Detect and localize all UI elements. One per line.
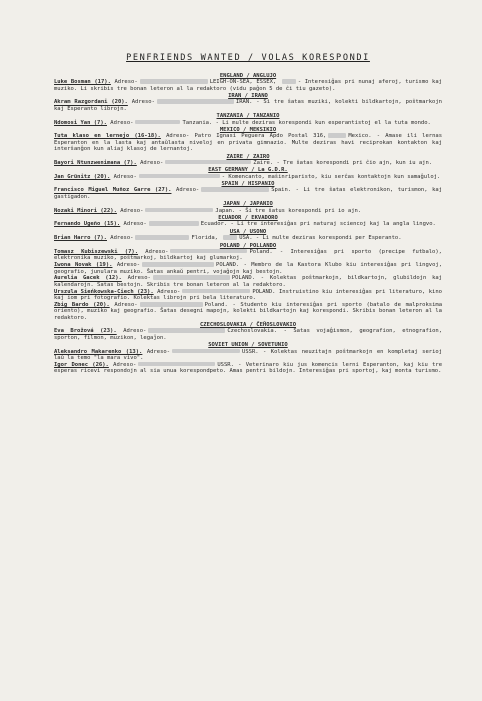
entry-description: - Amase ili lernas Esperanton en la lasta kaj antaŭlasta niveloj en privata gimnazio. Multe deziras havi reciprokan kontakton kaj interŝanĝon kun aliaj klasoj de lernantoj. — [54, 133, 443, 153]
redacted-address — [135, 120, 180, 125]
address-label: Adreso- — [131, 99, 155, 106]
penfriend-name: Zbig Bardo (20). — [54, 302, 110, 309]
penfriend-name: Jan Grünitz (20). — [54, 173, 111, 180]
penfriend-entry — [54, 187, 442, 200]
penfriend-entry — [54, 362, 442, 375]
address-label: Adreso- — [123, 221, 147, 228]
penfriend-entry — [54, 79, 442, 92]
redacted-address — [172, 349, 240, 354]
address-label: Adreso- — [123, 328, 147, 335]
redacted-address — [142, 262, 214, 267]
section-heading: ECUADOR / EKVADORO — [218, 214, 278, 221]
penfriend-name: Urszula Sieńkowska-Ciech (23). — [54, 288, 154, 295]
address-label: Adreso- — [146, 348, 171, 355]
entry-description: - Ŝatas vojaĝismon, geografion, etnografion, sporton, filmon, muzikon, legaĵon. — [54, 328, 443, 341]
section-heading: ZAIRE / ZAIRO — [226, 153, 270, 160]
entry-description: - Membro de la Kastora Klubo kiu interesiĝas pri lingvoj, geografio, junulara muziko. Ŝatas ankaŭ pentri, vojaĝojn kaj bestojn. — [54, 262, 443, 275]
redacted-address — [223, 235, 237, 240]
section-heading: POLAND / POLLANDO — [219, 242, 277, 249]
address-label: Adreso- — [113, 173, 137, 180]
penfriend-name: Fernando Ugeño (15). — [54, 221, 121, 228]
redacted-address — [165, 160, 251, 165]
penfriend-entry — [54, 235, 442, 241]
penfriend-entry — [54, 262, 442, 275]
address-country: Tanzania. — [182, 119, 213, 126]
section-heading: IRAN / IRANO — [228, 93, 268, 100]
penfriend-name: Iwona Novak (19). — [54, 262, 113, 269]
redacted-address — [282, 79, 296, 84]
entry-description: - Ŝi tre ŝatas muziki, kolekti bildkartojn, poŝtmarkojn kaj Esperanto librojn. — [54, 99, 442, 112]
section-heading: SPAIN / HISPANIO — [221, 181, 275, 188]
address-country: POLAND. — [216, 262, 240, 269]
address-country: USSR. — [217, 361, 234, 368]
penfriend-entry — [54, 328, 442, 341]
address-country: Czechoslovakia. — [227, 328, 278, 335]
entry-description: - Ŝi tre ŝatus korespondi pri io ajn. — [238, 207, 362, 214]
address-label: Adreso- — [113, 361, 137, 368]
penfriend-entry — [54, 99, 442, 112]
penfriend-name: Aurelia Gacek (12). — [54, 275, 122, 282]
redacted-address — [201, 187, 269, 192]
penfriend-name: Tuta klaso en lernejo (16-18). — [54, 133, 161, 140]
address-label: Adreso- — [114, 79, 138, 86]
penfriend-name: Tomasz Kubiszewski (7). — [54, 248, 139, 255]
penfriend-entry — [54, 302, 442, 321]
redacted-address — [140, 79, 208, 84]
penfriend-name: Igor Donec (26). — [54, 361, 109, 368]
redacted-address — [328, 133, 346, 138]
address-label: Adreso- — [176, 187, 200, 194]
page-title: PENFRIENDS WANTED / VOLAS KORESPONDI — [126, 53, 370, 63]
address-country: IRAN. — [235, 99, 253, 106]
address-country: Zaire. — [253, 159, 274, 166]
redacted-address — [148, 328, 225, 333]
entry-description: - Interesiĝas pri sporto (precipe futbalo), elektronika muziko, poŝtmarkoj, bildkartoj kaj glumarkoj. — [54, 248, 442, 262]
address-country: Poland. — [249, 248, 273, 255]
penfriend-entry — [54, 289, 442, 302]
penfriend-entry — [54, 160, 442, 166]
address-label: Adreso- — [110, 235, 134, 242]
redacted-address — [149, 221, 199, 226]
penfriend-entry — [54, 249, 442, 262]
entry-description: - Kolektas poŝtmarkojn, bildkartojn, glubildojn kaj kalendarojn. Ŝatas bestojn. Skribis tre bonan leteron al la redaktoro. — [54, 275, 442, 288]
section-heading: SOVIET UNION / SOVETUNIO — [208, 342, 288, 349]
address-label: Adreso- — [114, 302, 138, 309]
address-country: Japan. — [215, 207, 236, 214]
redacted-address — [135, 235, 189, 240]
section-heading: JAPAN / JAPANIO — [223, 201, 273, 208]
penfriend-entry — [54, 221, 442, 227]
entry-description: - Komencanto, maŝinriparisto, kiu serĉas kontaktojn kun samaĝuloj. — [221, 173, 441, 180]
redacted-address — [145, 208, 213, 213]
redacted-address — [138, 362, 215, 367]
address-country: Mexico. — [348, 133, 372, 140]
penfriend-entry — [54, 174, 442, 180]
redacted-address — [170, 249, 247, 254]
penfriend-entry — [54, 208, 442, 214]
address-country: Ecuador. — [200, 221, 228, 228]
address-label: Adreso- Patro Ignasi Peguera Apdo Postal 316, — [166, 133, 327, 140]
section-heading: MEXICO / MEKSIKIO — [219, 127, 277, 134]
address-label: Adreso- — [110, 119, 134, 126]
address-country: Spain. — [271, 187, 292, 194]
address-country: POLAND. — [231, 275, 256, 282]
address-label: Adreso- — [116, 262, 141, 269]
redacted-address — [139, 174, 220, 179]
redacted-address — [140, 302, 203, 307]
penfriend-entry — [54, 120, 442, 126]
address-label: Adreso- — [120, 207, 144, 214]
entry-description: - Studento kiu interesiĝas pri sporto (batalo de malproksima oriento), muziko kaj geografio. Ŝatas desegni mapojn, kolekti bildkartojn kaj korespondi. Skribis bonan leteron al la redaktoro. — [54, 302, 443, 321]
penfriend-name: Eva Brožová (23). — [54, 328, 117, 335]
penfriend-name: Akram Razgordani (20). — [54, 99, 128, 106]
address-label: Adreso- — [127, 275, 151, 282]
penfriend-name: Bayori Ntunzwenimana (7). — [54, 159, 137, 166]
section-heading: ENGLAND / ANGLUJO — [219, 73, 277, 79]
penfriend-name: Luke Bosman (17). — [54, 79, 111, 86]
entry-description: - Li tre ŝatas elektronikon, turismon, kaj gastigadon. — [54, 187, 443, 200]
penfriend-entry — [54, 275, 442, 288]
entry-description: - Li tre interesiĝas pri naturaj sciencoj kaj la angla lingvo. — [230, 221, 436, 228]
redacted-address — [157, 99, 234, 104]
entry-description: - Interesiĝas pri nunaj aferoj, turismo kaj muziko. Li skribis tre bonan leteron al la redaktoro (vidu paĝon 5 de ĉi tiu gazeto). — [54, 79, 442, 92]
address-label: Adreso- — [140, 159, 164, 166]
section-heading: USA / USONO — [229, 228, 267, 235]
address-country: Poland. — [204, 302, 228, 309]
penfriend-name: Ndomosi Yan (7). — [54, 119, 107, 126]
penfriend-entry — [54, 349, 442, 362]
penfriend-name: Aleksandro Makarenko (13). — [54, 348, 143, 355]
entry-description: - Kolektas neuzitajn poŝtmarkojn en kompletaj serioj laŭ la temo "la mara vivo". — [54, 348, 443, 362]
penfriend-name: Brian Harro (7). — [54, 235, 107, 242]
redacted-address — [153, 275, 230, 280]
penfriend-entry — [54, 133, 442, 152]
address-country: Florida, — [191, 235, 218, 242]
section-heading: TANZANIA / TANZANIO — [216, 113, 280, 120]
section-heading: CZECHOSLOVAKIA / ĈEĤOSLOVAKIO — [199, 322, 297, 329]
redacted-address — [182, 289, 250, 294]
entry-description: - Veterinaro kiu jus komencis lerni Esperanton, kaj kiu tre esperas ricevi respondojn al sia unua korespondpeto. Amas pentri bildojn. Interesiĝas pri sportoj, kaj monta turismo. — [54, 361, 443, 375]
entry-description: Instruistino kiu interesiĝas pri literaturo, kino kaj iom pri fotografio. Kolektas librojn pri bela literaturo. — [54, 288, 442, 302]
section-heading: EAST GERMANY / La G.D.R. — [208, 167, 288, 174]
address-label: Adreso- — [157, 288, 181, 295]
address-label: Adreso- — [145, 248, 169, 255]
address-country: USSR. — [242, 348, 259, 355]
address-country: POLAND. — [252, 288, 276, 295]
address-country: LEIGH-ON-SEA, ESSEX, — [209, 79, 277, 86]
entry-description: USA. - Li multe deziras korespondi per Esperanto. — [239, 235, 402, 242]
entry-description: - Tre ŝatas korespondi pri ĉio ajn, kun iu ajn. — [276, 159, 433, 166]
entry-description: - Li multe deziras korespondi kun esperantistoj el la tuta mondo. — [215, 119, 431, 126]
penfriend-name: Francisco Miguel Muñoz Garre (27). — [54, 187, 172, 194]
penfriends-list — [54, 73, 442, 375]
penfriend-name: Nozaki Minori (22). — [54, 207, 117, 214]
